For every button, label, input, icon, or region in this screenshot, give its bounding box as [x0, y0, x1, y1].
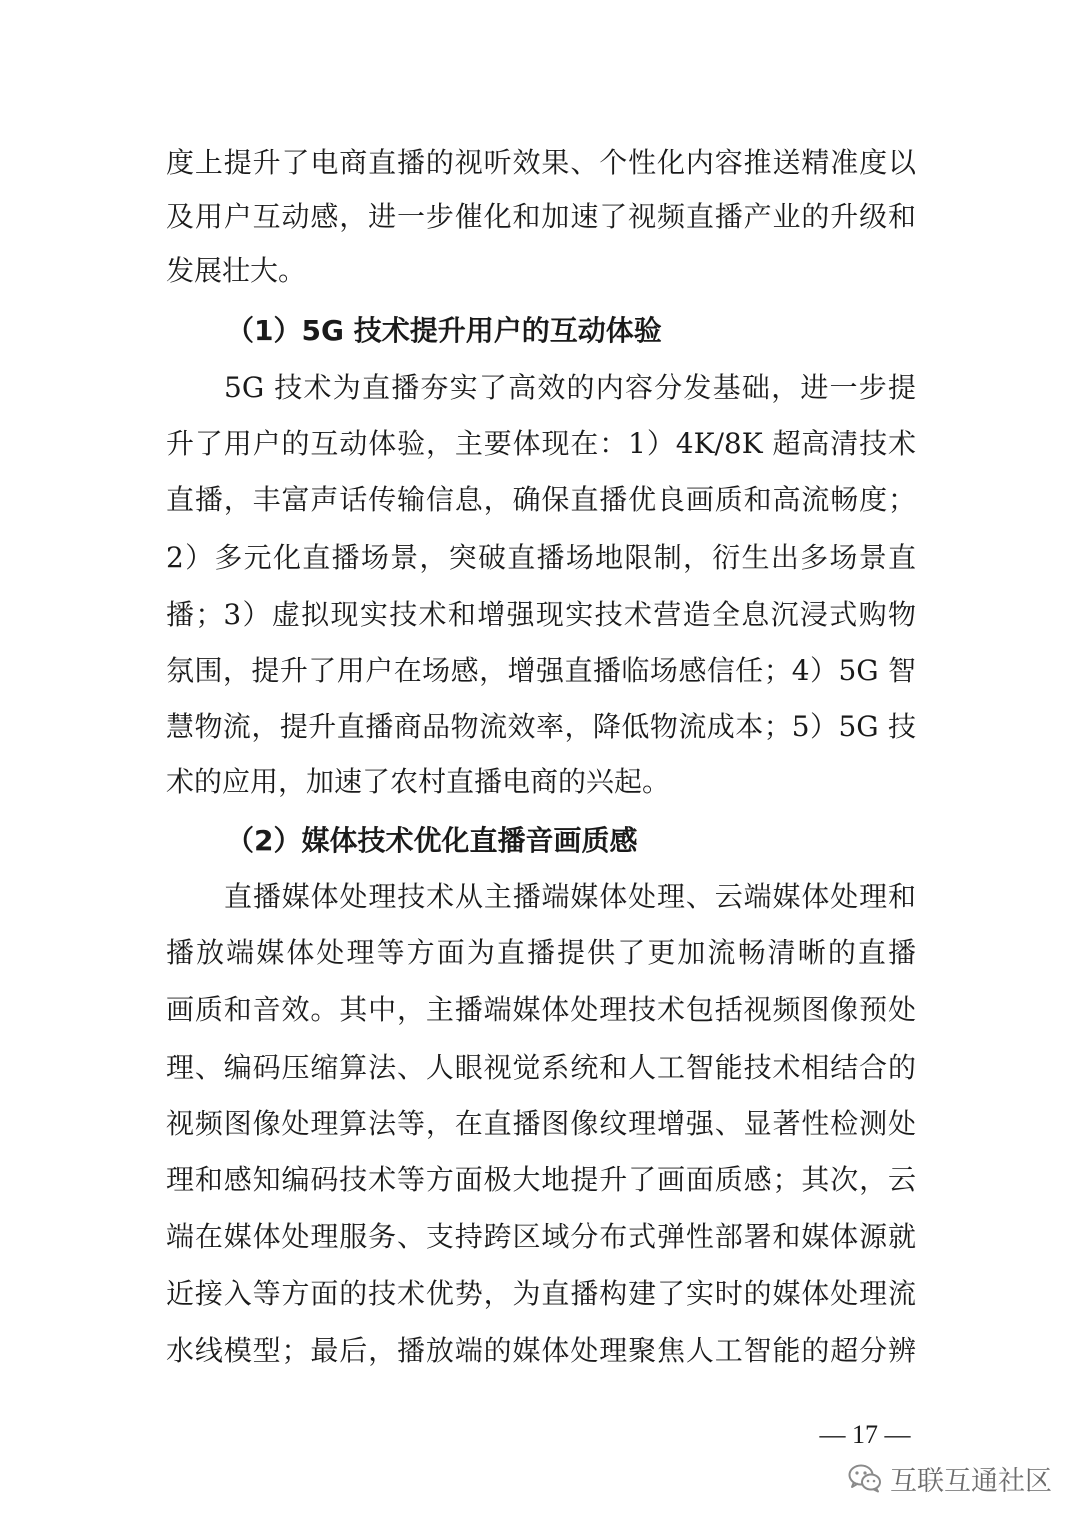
- wechat-icon: [848, 1463, 882, 1493]
- paragraph-line: 画质和音效。其中，主播端媒体处理技术包括视频图像预处: [166, 993, 916, 1026]
- paragraph-line: 近接入等方面的技术优势，为直播构建了实时的媒体处理流: [166, 1277, 916, 1310]
- page-number: — 17 —: [819, 1420, 911, 1449]
- paragraph-line: 播放端媒体处理等方面为直播提供了更加流畅清晰的直播: [166, 936, 916, 969]
- paragraph-line: 视频图像处理算法等，在直播图像纹理增强、显著性检测处: [166, 1107, 916, 1140]
- paragraph-line: 端在媒体处理服务、支持跨区域分布式弹性部署和媒体源就: [166, 1220, 916, 1253]
- paragraph-line: 慧物流，提升直播商品物流效率，降低物流成本；5）5G 技: [166, 710, 916, 743]
- paragraph-line: 5G 技术为直播夯实了高效的内容分发基础，进一步提: [224, 371, 916, 404]
- paragraph-line: 度上提升了电商直播的视听效果、个性化内容推送精准度以: [166, 146, 916, 179]
- paragraph-line: 水线模型；最后，播放端的媒体处理聚焦人工智能的超分辨: [166, 1334, 916, 1367]
- paragraph-line: 升了用户的互动体验，主要体现在：1）4K/8K 超高清技术: [166, 427, 916, 460]
- paragraph-line: 播；3）虚拟现实技术和增强现实技术营造全息沉浸式购物: [166, 598, 916, 631]
- paragraph-line: 理和感知编码技术等方面极大地提升了画面质感；其次，云: [166, 1163, 916, 1196]
- paragraph-line: 氛围，提升了用户在场感，增强直播临场感信任；4）5G 智: [166, 654, 916, 687]
- section-heading-1: （1）5G 技术提升用户的互动体验: [226, 314, 662, 347]
- paragraph-line: 直播，丰富声话传输信息，确保直播优良画质和高流畅度；: [166, 483, 916, 516]
- watermark: [848, 1458, 1052, 1498]
- paragraph-line: 2）多元化直播场景，突破直播场地限制，衍生出多场景直: [166, 541, 916, 574]
- paragraph-line: 及用户互动感，进一步催化和加速了视频直播产业的升级和: [166, 200, 916, 233]
- section-heading-2: （2）媒体技术优化直播音画质感: [226, 824, 638, 857]
- paragraph-line: 理、编码压缩算法、人眼视觉系统和人工智能技术相结合的: [166, 1051, 916, 1084]
- paragraph-line: 直播媒体处理技术从主播端媒体处理、云端媒体处理和: [224, 880, 916, 913]
- paragraph-line: 术的应用，加速了农村直播电商的兴起。: [166, 765, 671, 798]
- watermark-text: 互联互通社区: [890, 1465, 1052, 1497]
- paragraph-line: 发展壮大。: [166, 254, 307, 287]
